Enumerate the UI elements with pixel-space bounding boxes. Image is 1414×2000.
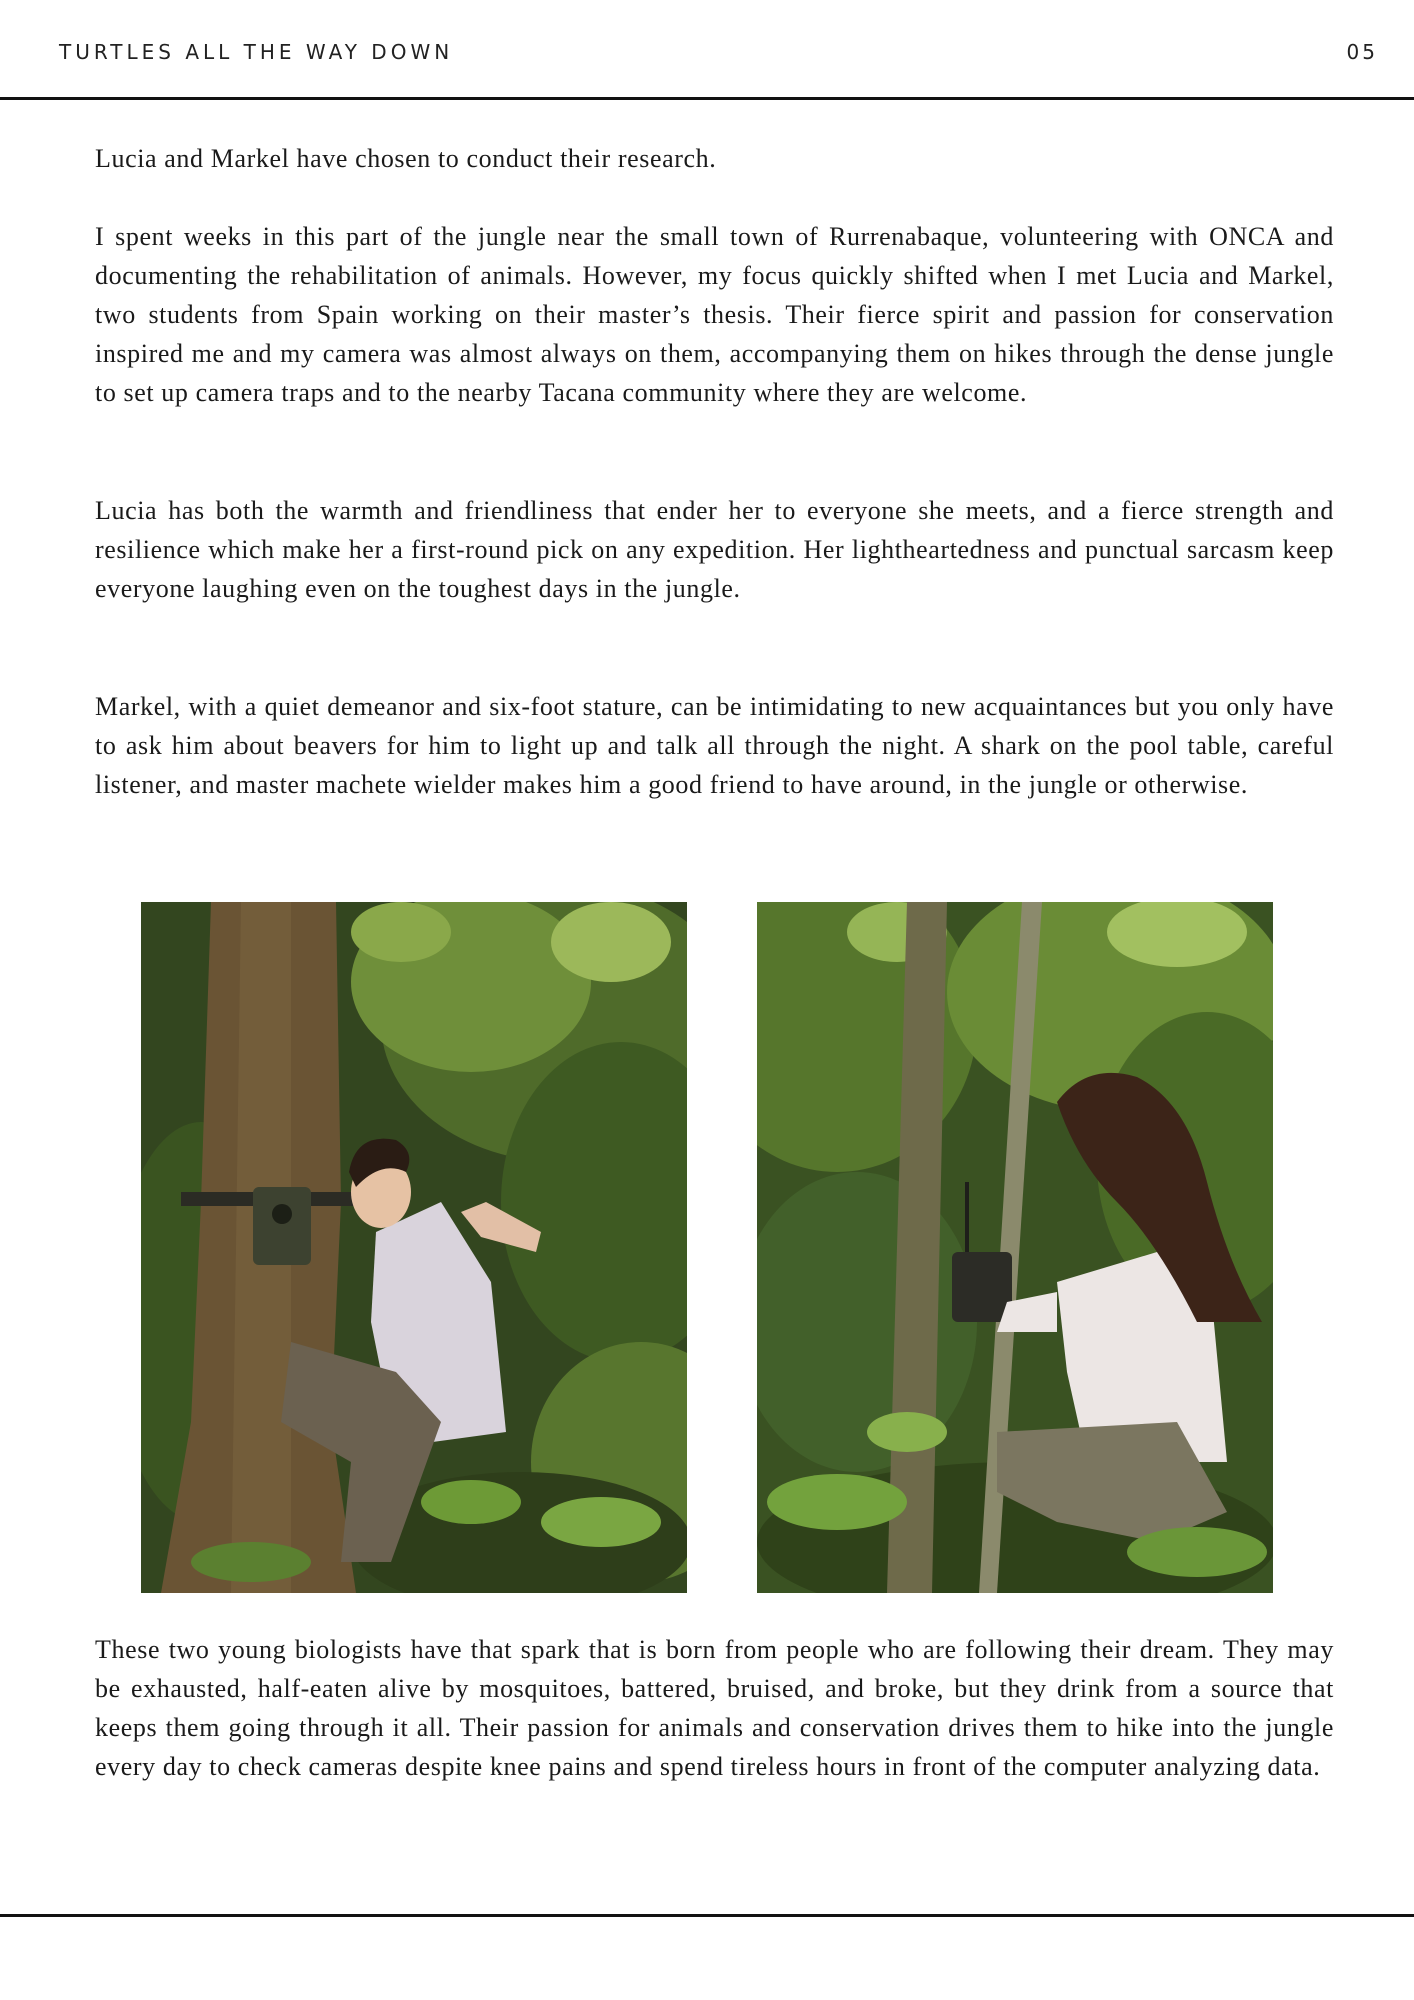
paragraph-intro: Lucia and Markel have chosen to conduct their research. [95,144,717,173]
page-number: 05 [1346,40,1378,64]
photo-lucia-camera-trap [757,902,1273,1593]
footer-divider [0,1914,1414,1917]
running-title: TURTLES ALL THE WAY DOWN [59,40,454,64]
paragraph-rurrenabaque: I spent weeks in this part of the jungle near the small town of Rurrenabaque, volunteering with ONCA and documenting the rehabilitation of animals. However, my focus quickly shifted when I met Lucia and Markel, two students from Spain working on their master’s thesis. Their fierce spirit and passion for conservation inspired me and my camera was almost always on them, accompanying them on hikes through the dense jungle to set up camera traps and to the nearby Tacana community where they are welcome. [95,222,1334,407]
page-header [0,0,1414,100]
paragraph-markel: Markel, with a quiet demeanor and six-foot stature, can be intimidating to new acquaintances but you only have to ask him about beavers for him to light up and talk all through the night. A shark on the pool table, careful listener, and master machete wielder makes him a good friend to have around, in the jungle or otherwise. [95,692,1334,799]
paragraph-young-biologists: These two young biologists have that spark that is born from people who are following their dream. They may be exhausted, half-eaten alive by mosquitoes, battered, bruised, and broke, but they drink from a source that keeps them going through it all. Their passion for animals and conservation drives them to hike into the jungle every day to check cameras despite knee pains and spend tireless hours in front of the computer analyzing data. [95,1635,1334,1781]
photo-markel-camera-trap [141,902,687,1593]
paragraph-lucia: Lucia has both the warmth and friendliness that ender her to everyone she meets, and a fierce strength and resilience which make her a first-round pick on any expedition. Her lightheartedness and punctual sarcasm keep everyone laughing even on the toughest days in the jungle. [95,496,1334,603]
